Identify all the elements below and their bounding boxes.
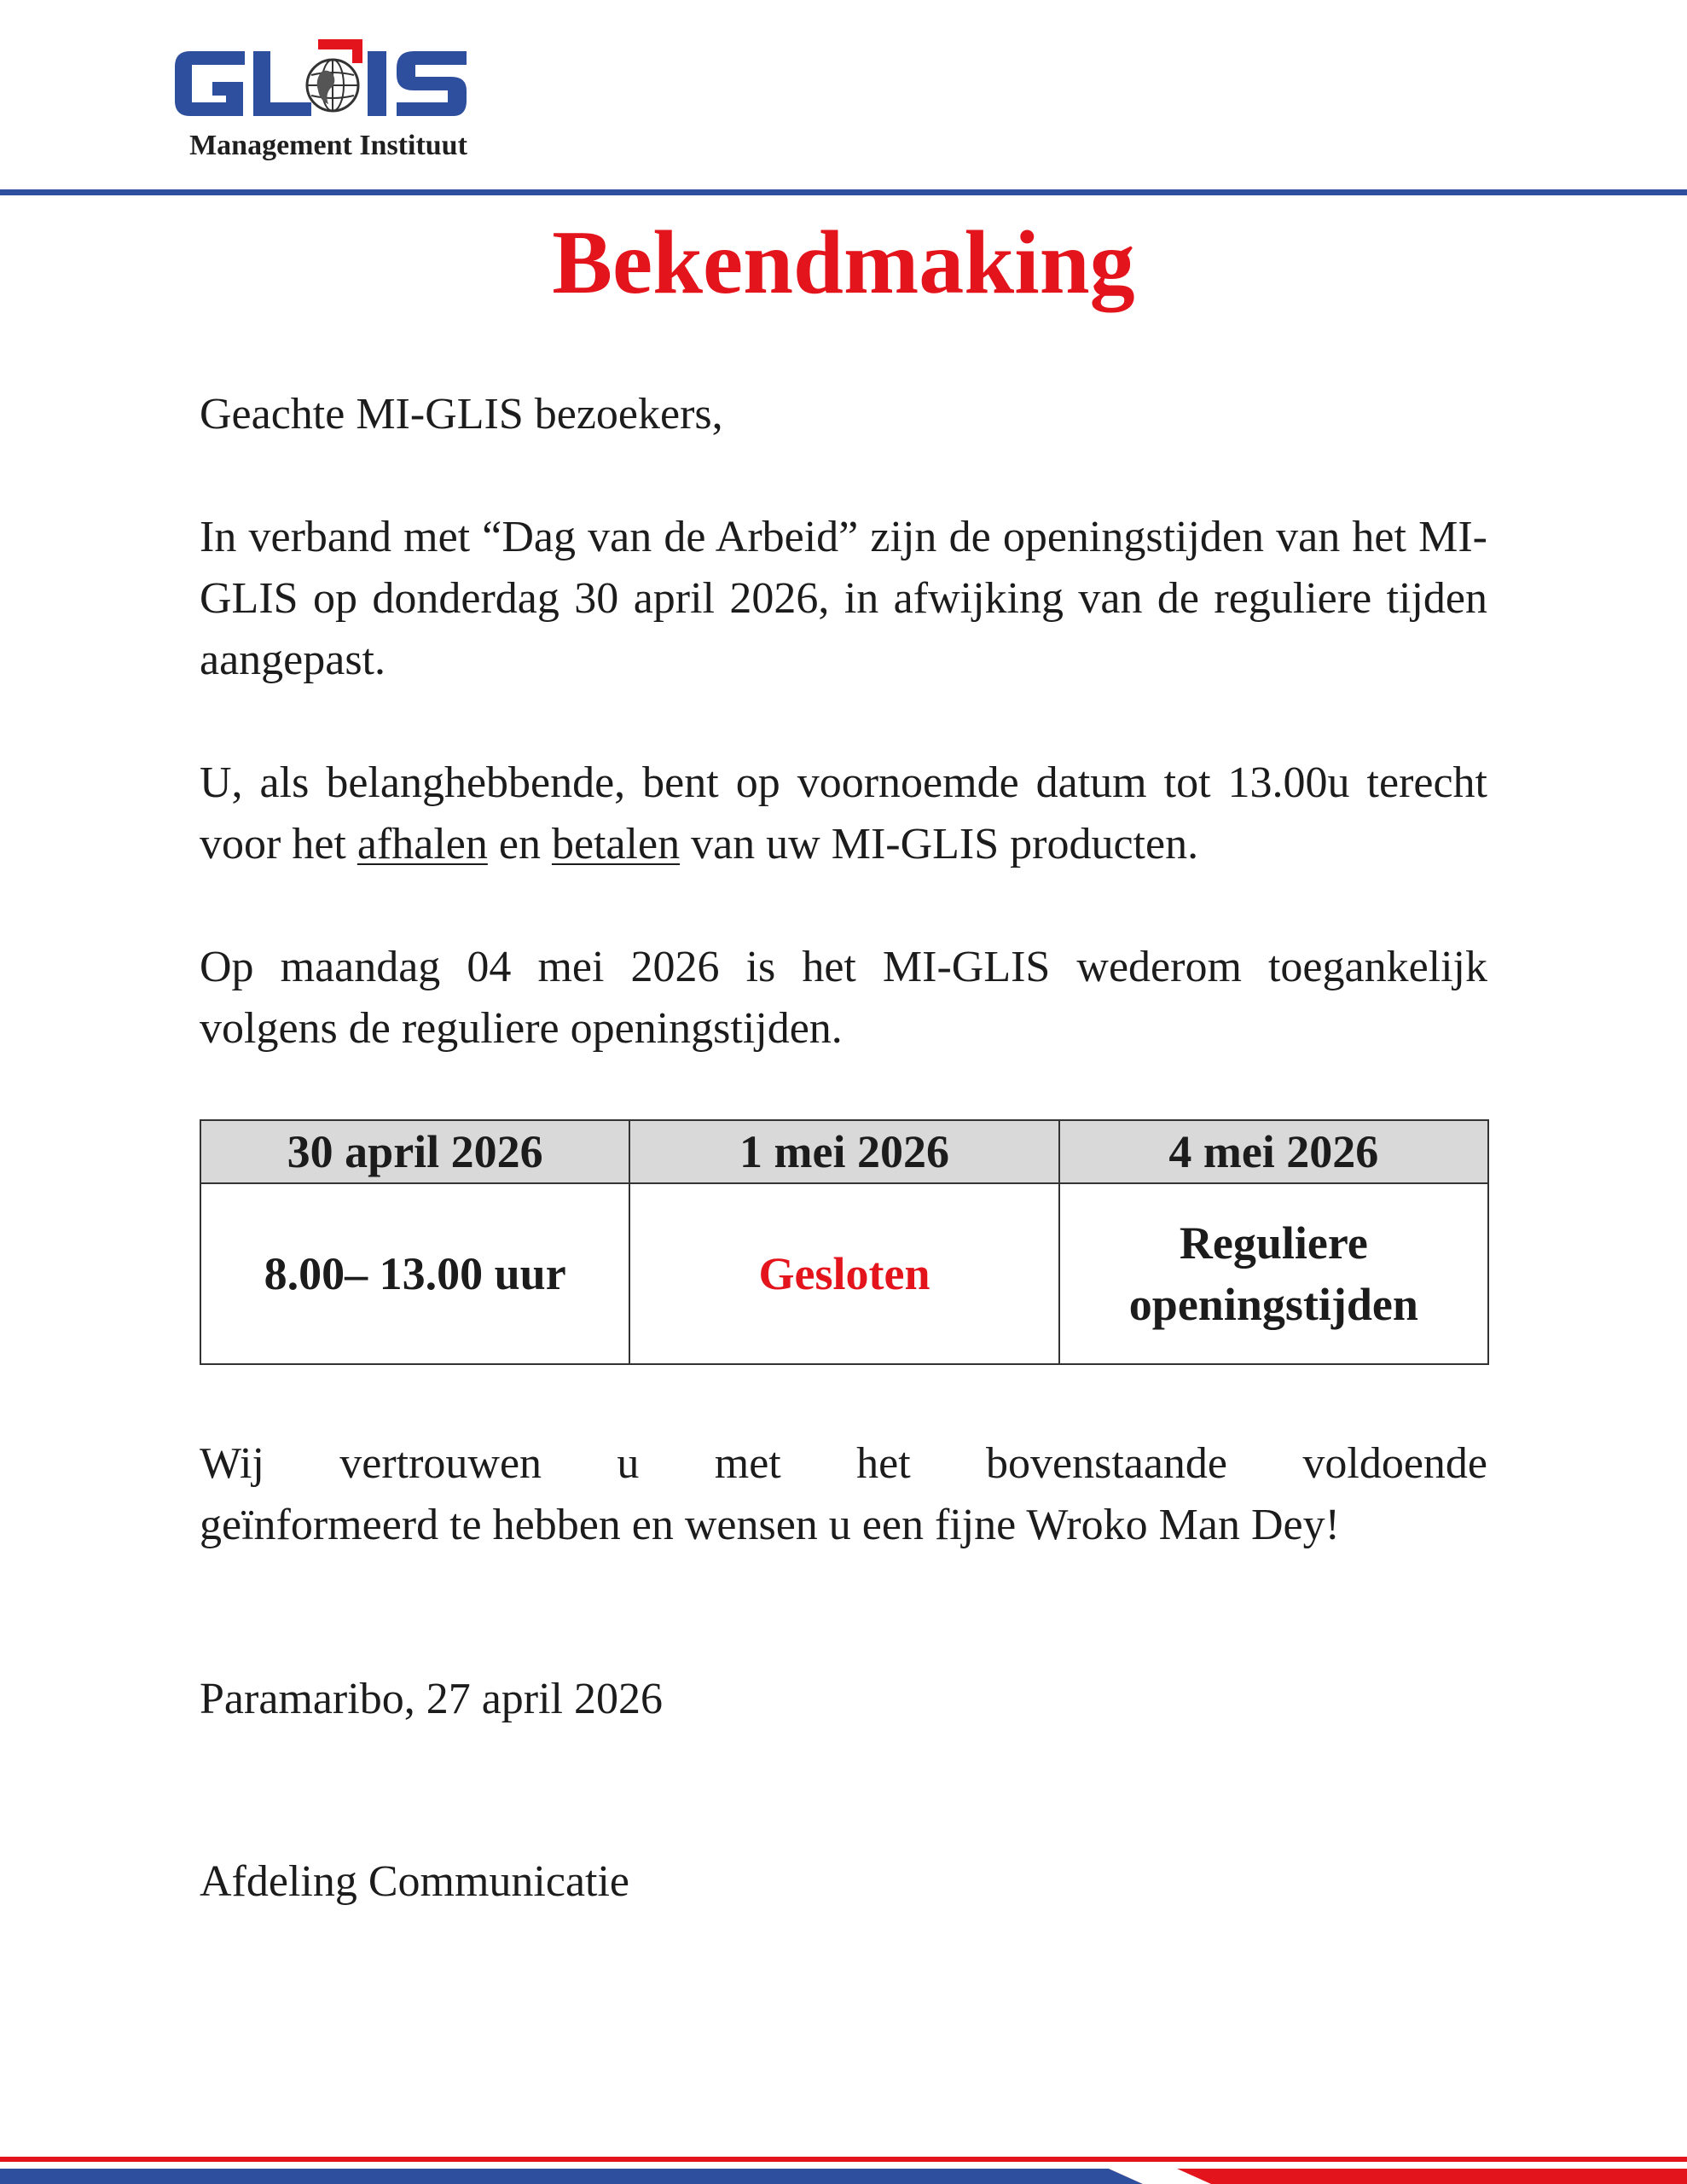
- paragraph-text: en: [487, 820, 552, 868]
- paragraph-text: van uw MI-GLIS producten.: [680, 820, 1199, 868]
- place-date: Paramaribo, 27 april 2026: [200, 1675, 663, 1723]
- logo-subtitle: Management Instituut: [189, 130, 467, 161]
- table-header-cell: 4 mei 2026: [1059, 1120, 1488, 1183]
- table-cell-regular: Reguliere openingstijden: [1059, 1183, 1488, 1364]
- table-row: [200, 1183, 1488, 1364]
- paragraph-opening-hours: In verband met “Dag van de Arbeid” zijn de openingstijden van het MI-GLIS op donderdag 30 april 2026, in afwijking van de reguliere tijden aangepast.: [200, 513, 1487, 684]
- globe-icon: [307, 60, 358, 111]
- closing-line-1: Wij vertrouwen u met het bovenstaande voldoende: [200, 1439, 1487, 1488]
- closing-line-2: geïnformeerd te hebben en wensen u een fijne Wroko Man Dey!: [200, 1501, 1340, 1549]
- table-header-cell: 30 april 2026: [200, 1120, 629, 1183]
- paragraph-reopening: Op maandag 04 mei 2026 is het MI-GLIS wederom toegankelijk volgens de reguliere openingstijden.: [200, 943, 1487, 1053]
- betalen-link: betalen: [551, 820, 681, 868]
- paragraph-pickup-payment: [200, 752, 1487, 875]
- table-cell-closed: Gesloten: [629, 1183, 1058, 1364]
- glis-logo-mark: [166, 34, 490, 128]
- table-cell-hours: 8.00– 13.00 uur: [200, 1183, 629, 1364]
- salutation: Geachte MI-GLIS bezoekers,: [200, 390, 723, 439]
- opening-hours-table: [200, 1119, 1489, 1365]
- afhalen-link: afhalen: [357, 820, 488, 868]
- glis-logo: [166, 34, 490, 166]
- signature: Afdeling Communicatie: [200, 1857, 630, 1906]
- paragraph-text: U, als belanghebbende, bent op voornoemde datum tot 13.00u terecht voor het: [200, 758, 1487, 868]
- page-title: Bekendmaking: [552, 212, 1135, 312]
- footer-stripe: [0, 2150, 1687, 2184]
- header-divider: [0, 189, 1687, 195]
- table-header-row: [200, 1120, 1488, 1183]
- table-header-cell: 1 mei 2026: [629, 1120, 1058, 1183]
